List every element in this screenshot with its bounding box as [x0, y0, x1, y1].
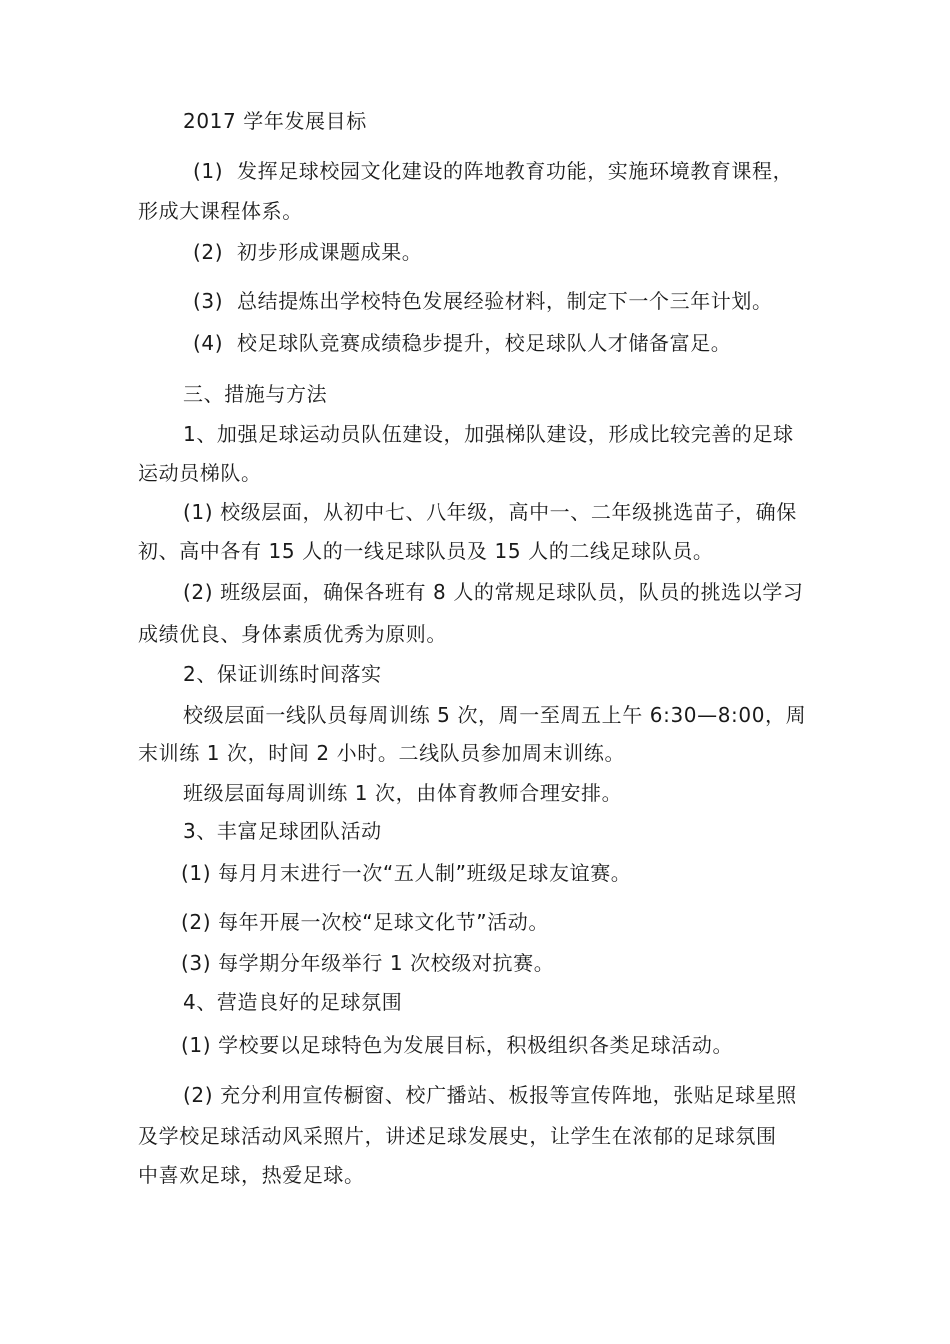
goal-text: 初步形成课题成果。 — [237, 240, 423, 264]
goal-number: (3) — [193, 289, 224, 313]
goal-text: 发挥足球校园文化建设的阵地教育功能，实施环境教育课程， — [237, 159, 794, 183]
measure-2-point-1: 校级层面一线队员每周训练 5 次，周一至周五上午 6:30—8:00，周 — [183, 703, 807, 727]
measure-4-point-2-continuation-1: 及学校足球活动风采照片，讲述足球发展史，让学生在浓郁的足球氛围 — [138, 1124, 777, 1148]
goal-number: (2) — [193, 240, 224, 264]
goals-heading: 2017 学年发展目标 — [183, 109, 367, 133]
measure-1-title-continuation: 运动员梯队。 — [138, 461, 262, 485]
measure-1-point-2-continuation: 成绩优良、身体素质优秀为原则。 — [138, 622, 447, 646]
measure-3-item-2: (2) 每年开展一次校“足球文化节”活动。 — [181, 910, 550, 934]
section-heading: 三、措施与方法 — [183, 382, 328, 406]
measure-2-point-1-continuation: 末训练 1 次，时间 2 小时。二线队员参加周末训练。 — [138, 741, 626, 765]
goal-item-1-continuation: 形成大课程体系。 — [138, 199, 303, 223]
measure-3-title: 3、丰富足球团队活动 — [183, 819, 382, 843]
goal-item-2 — [193, 238, 422, 266]
goal-item-3 — [193, 287, 773, 315]
measure-3-item-1: (1) 每月月末进行一次“五人制”班级足球友谊赛。 — [181, 861, 632, 885]
goal-text: 校足球队竞赛成绩稳步提升，校足球队人才储备富足。 — [237, 331, 732, 355]
measure-4-point-2: (2) 充分利用宣传橱窗、校广播站、板报等宣传阵地，张贴足球星照 — [183, 1083, 797, 1107]
measure-1-point-1: (1) 校级层面，从初中七、八年级，高中一、二年级挑选苗子，确保 — [183, 500, 797, 524]
measure-1-point-2: (2) 班级层面，确保各班有 8 人的常规足球队员，队员的挑选以学习 — [183, 580, 804, 604]
goal-number: (4) — [193, 331, 224, 355]
measure-2-point-2: 班级层面每周训练 1 次，由体育教师合理安排。 — [183, 781, 623, 805]
measure-4-point-1: (1) 学校要以足球特色为发展目标，积极组织各类足球活动。 — [181, 1033, 734, 1057]
goal-item-1 — [193, 157, 793, 185]
measure-1-point-1-continuation: 初、高中各有 15 人的一线足球队员及 15 人的二线足球队员。 — [138, 539, 714, 563]
goal-number: (1) — [193, 159, 224, 183]
measure-4-point-2-continuation-2: 中喜欢足球，热爱足球。 — [138, 1163, 365, 1187]
measure-1-title: 1、加强足球运动员队伍建设，加强梯队建设，形成比较完善的足球 — [183, 422, 794, 446]
measure-2-title: 2、保证训练时间落实 — [183, 662, 382, 686]
goal-text: 总结提炼出学校特色发展经验材料，制定下一个三年计划。 — [237, 289, 773, 313]
measure-4-title: 4、营造良好的足球氛围 — [183, 990, 403, 1014]
goal-item-4 — [193, 329, 731, 357]
measure-3-item-3: (3) 每学期分年级举行 1 次校级对抗赛。 — [181, 951, 555, 975]
